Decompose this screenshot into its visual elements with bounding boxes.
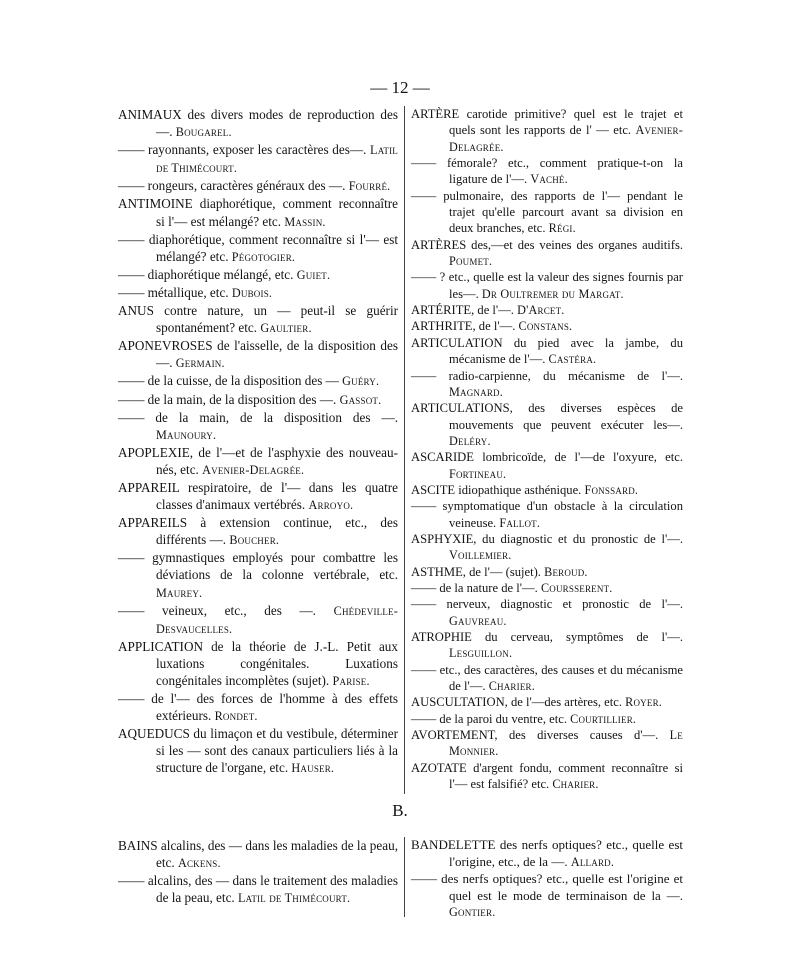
entry-text: AVORTEMENT, des diverses causes d'—. bbox=[411, 728, 659, 743]
entry-author: Maurey. bbox=[156, 585, 203, 600]
index-entry bbox=[411, 837, 683, 871]
entry-text: —— gymnastiques employés pour combattre les déviations de la colonne vertébrale, etc. bbox=[118, 550, 398, 583]
index-entry bbox=[411, 662, 683, 695]
index-entry bbox=[411, 318, 683, 334]
entry-author: Voillemier. bbox=[449, 548, 512, 563]
right-column bbox=[411, 106, 683, 792]
entry-text: ASCITE idiopathique asthénique. bbox=[411, 482, 582, 497]
index-entry bbox=[411, 596, 683, 629]
index-entry bbox=[118, 690, 398, 725]
index-entry bbox=[118, 837, 398, 872]
entry-text: —— diaphorétique mélangé, etc. bbox=[118, 266, 294, 282]
entry-author: Avenier-Delagrée. bbox=[202, 462, 305, 477]
entry-author: Fallot. bbox=[499, 515, 541, 530]
entry-text: APONEVROSES de l'aisselle, de la disposition des —. bbox=[118, 338, 398, 371]
entry-author: Gassot. bbox=[339, 392, 382, 407]
entry-text: BANDELETTE des nerfs optiques? etc., quelle est l'origine, etc., de la —. bbox=[411, 837, 683, 869]
entry-author: D'Arcet. bbox=[517, 303, 565, 318]
index-entry bbox=[411, 871, 683, 922]
entry-text: —— alcalins, des — dans le traitement des maladies de la peau, etc. bbox=[118, 873, 398, 906]
entry-text: —— diaphorétique, comment reconnaître si l'— est mélangé? etc. bbox=[118, 231, 398, 264]
entry-author: Gontier. bbox=[449, 905, 496, 920]
entry-author: Castéra. bbox=[548, 352, 597, 367]
entry-text: ARTÈRES des,—et des veines des organes auditifs. bbox=[411, 237, 683, 252]
index-entry bbox=[118, 549, 398, 601]
entry-text: —— des nerfs optiques? etc., quelle est l'origine et quel est le mode de terminaison de la —. bbox=[411, 870, 683, 903]
entry-text: ASPHYXIE, du diagnostic et du pronostic de l'—. bbox=[411, 531, 683, 546]
section-letter: B. bbox=[392, 801, 408, 820]
entry-text: ATROPHIE du cerveau, symptômes de l'—. bbox=[411, 630, 683, 644]
entry-author: Chédeville-Desvaucelles. bbox=[156, 603, 398, 636]
entry-text: —— fémorale? etc., comment pratique-t-on la ligature de l'—. bbox=[411, 156, 683, 187]
entry-author: Poumet. bbox=[449, 254, 493, 269]
index-entry bbox=[118, 195, 398, 230]
entry-text: ARTHRITE, de l'—. bbox=[411, 319, 516, 334]
entry-author: Parise. bbox=[332, 674, 370, 688]
index-entry bbox=[118, 638, 398, 690]
index-entry bbox=[118, 872, 398, 907]
index-entry bbox=[118, 391, 398, 409]
entry-text: —— de l'— des forces de l'homme à des effets extérieurs. bbox=[118, 691, 398, 724]
entry-author: Constans. bbox=[518, 319, 573, 334]
entry-author: Coursserent. bbox=[540, 580, 613, 595]
index-entry bbox=[118, 141, 398, 177]
entry-author: Dr Oultremer du Margat. bbox=[481, 286, 624, 301]
index-entry bbox=[411, 449, 683, 482]
index-entry bbox=[411, 727, 683, 760]
entry-author: Deléry. bbox=[449, 433, 491, 448]
index-entry bbox=[411, 106, 683, 155]
entry-text: —— etc., des caractères, des causes et du mécanisme de l'—. bbox=[411, 662, 683, 694]
index-entry bbox=[118, 231, 398, 266]
index-entry bbox=[411, 694, 683, 710]
entry-author: Vaché. bbox=[530, 172, 568, 187]
entry-text: —— de la nature de l'—. bbox=[411, 580, 538, 595]
entry-author: Arroyo. bbox=[308, 498, 354, 513]
index-entry bbox=[118, 106, 398, 141]
entry-author: Charier. bbox=[552, 777, 599, 792]
entry-author: Charier. bbox=[488, 679, 535, 694]
entry-text: —— ? etc., quelle est la valeur des signes fournis par les—. bbox=[411, 270, 683, 301]
entry-author: Bougarel. bbox=[175, 125, 232, 140]
entry-text: —— métallique, etc. bbox=[118, 284, 229, 300]
entry-author: Guéry. bbox=[342, 374, 380, 389]
index-entry bbox=[411, 711, 683, 727]
entry-text: ASTHME, de l'— (sujet). bbox=[411, 564, 541, 579]
entry-text: APOPLEXIE, de l'—et de l'asphyxie des nouveau-nés, etc. bbox=[118, 444, 398, 477]
entry-text: ARTÈRE carotide primitive? quel est le trajet et quels sont les rapports de l' — etc. bbox=[411, 107, 683, 138]
index-entry bbox=[118, 602, 398, 638]
entry-text: AUSCULTATION, de l'—des artères, etc. bbox=[411, 695, 622, 710]
entry-text: —— de la cuisse, de la disposition des — bbox=[118, 373, 339, 389]
entry-author: Courtillier. bbox=[570, 711, 637, 726]
entry-text: —— de la main, de la disposition des —. bbox=[118, 409, 398, 425]
index-entry bbox=[411, 531, 683, 564]
index-entry bbox=[118, 337, 398, 372]
index-entry bbox=[118, 479, 398, 514]
entry-text: BAINS alcalins, des — dans les maladies de la peau, etc. bbox=[118, 838, 398, 871]
entry-text: —— nerveux, diagnostic et pronostic de l'—. bbox=[411, 597, 683, 612]
entry-text: —— rayonnants, exposer les caractères des—. bbox=[118, 142, 367, 158]
index-entry bbox=[118, 372, 398, 390]
index-entry bbox=[411, 155, 683, 188]
index-entry bbox=[118, 409, 398, 444]
entry-author: Germain. bbox=[175, 356, 225, 371]
b-right-column bbox=[411, 837, 683, 921]
entry-author: Fortineau. bbox=[449, 466, 507, 481]
index-entry bbox=[118, 302, 398, 337]
entry-author: Maunoury. bbox=[156, 427, 217, 442]
entry-author: Magnard. bbox=[449, 384, 503, 399]
index-entry bbox=[411, 760, 683, 793]
entry-text: APPLICATION de la théorie de J.-L. Petit aux luxations congénitales. Luxations congénitales incomplètes (sujet). bbox=[118, 638, 398, 688]
entry-author: Boucher. bbox=[229, 533, 280, 548]
entry-author: Massin. bbox=[284, 214, 326, 229]
entry-author: Fourré. bbox=[348, 179, 391, 194]
entry-author: Fonssard. bbox=[584, 482, 639, 497]
entry-author: Rondet. bbox=[214, 709, 258, 724]
index-entry bbox=[411, 629, 683, 662]
entry-text: ASCARIDE lombricoïde, de l'—de l'oxyure, etc. bbox=[411, 450, 683, 465]
entry-text: APPAREILS à extension continue, etc., des différents —. bbox=[118, 515, 398, 548]
entry-text: ARTICULATION du pied avec la jambe, du mécanisme de l'—. bbox=[411, 335, 683, 367]
entry-author: Gaultier. bbox=[260, 321, 312, 336]
index-entry bbox=[411, 482, 683, 498]
b-left-column bbox=[118, 837, 398, 907]
entry-author: Pégotogier. bbox=[231, 249, 296, 264]
index-entry bbox=[411, 498, 683, 531]
index-entry bbox=[411, 335, 683, 368]
index-entry bbox=[118, 444, 398, 479]
index-entry bbox=[118, 514, 398, 549]
entry-author: Ackens. bbox=[177, 856, 221, 871]
index-entry bbox=[411, 269, 683, 302]
entry-text: AZOTATE d'argent fondu, comment reconnaître si l'— est falsifié? etc. bbox=[411, 760, 683, 792]
index-entry bbox=[411, 368, 683, 401]
index-entry bbox=[411, 400, 683, 449]
entry-text: —— pulmonaire, des rapports de l'— pendant le trajet qu'elle parcourt avant sa division en deux branches, etc. bbox=[411, 188, 683, 236]
column-divider-b bbox=[404, 837, 405, 917]
entry-author: Régi. bbox=[548, 221, 576, 236]
entry-author: Latil de Thimécourt. bbox=[156, 143, 398, 176]
index-entry bbox=[411, 580, 683, 596]
entry-text: ARTICULATIONS, des diverses espèces de mouvements que peuvent exécuter les—. bbox=[411, 401, 683, 432]
index-entry bbox=[118, 266, 398, 284]
entry-author: Hauser. bbox=[291, 761, 335, 776]
index-entry bbox=[118, 284, 398, 302]
entry-text: AQUEDUCS du limaçon et du vestibule, déterminer si les — sont des canaux particuliers liés à la structure de l'organe, etc. bbox=[118, 726, 398, 776]
index-entry bbox=[118, 725, 398, 777]
index-entry bbox=[411, 302, 683, 318]
page-number: — 12 — bbox=[370, 78, 430, 97]
index-entry bbox=[411, 188, 683, 237]
entry-author: Allard. bbox=[570, 854, 615, 869]
entry-author: Latil de Thimécourt. bbox=[238, 891, 351, 906]
entry-author: Guiet. bbox=[296, 267, 331, 282]
entry-text: —— radio-carpienne, du mécanisme de l'—. bbox=[411, 368, 683, 383]
index-entry bbox=[411, 237, 683, 270]
entry-author: Lesguillon. bbox=[449, 646, 513, 661]
entry-author: Royer. bbox=[625, 695, 663, 710]
entry-author: Le Monnier. bbox=[449, 728, 683, 759]
entry-author: Beroud. bbox=[544, 564, 588, 579]
entry-author: Dubois. bbox=[231, 285, 273, 300]
index-entry bbox=[118, 177, 398, 195]
left-column bbox=[118, 106, 398, 778]
entry-text: ANIMAUX des divers modes de reproduction des—. bbox=[118, 107, 398, 140]
entry-text: —— symptomatique d'un obstacle à la circulation veineuse. bbox=[411, 499, 683, 530]
entry-text: —— de la paroi du ventre, etc. bbox=[411, 711, 567, 726]
entry-author: Gauvreau. bbox=[449, 613, 507, 628]
entry-text: —— de la main, de la disposition des —. bbox=[118, 391, 337, 407]
index-entry bbox=[411, 564, 683, 580]
entry-text: ANTIMOINE diaphorétique, comment reconnaître si l'— est mélangé? etc. bbox=[118, 196, 398, 229]
entry-text: ARTÉRITE, de l'—. bbox=[411, 303, 514, 318]
entry-text: ANUS contre nature, un — peut-il se guérir spontanément? etc. bbox=[118, 303, 398, 336]
entry-text: —— rongeurs, caractères généraux des —. bbox=[118, 178, 346, 194]
entry-text: APPAREIL respiratoire, de l'— dans les quatre classes d'animaux vertébrés. bbox=[118, 479, 398, 513]
entry-text: —— veineux, etc., des —. bbox=[118, 602, 316, 618]
entry-author: Avenier-Delagrée. bbox=[449, 123, 683, 154]
column-divider bbox=[404, 106, 405, 794]
